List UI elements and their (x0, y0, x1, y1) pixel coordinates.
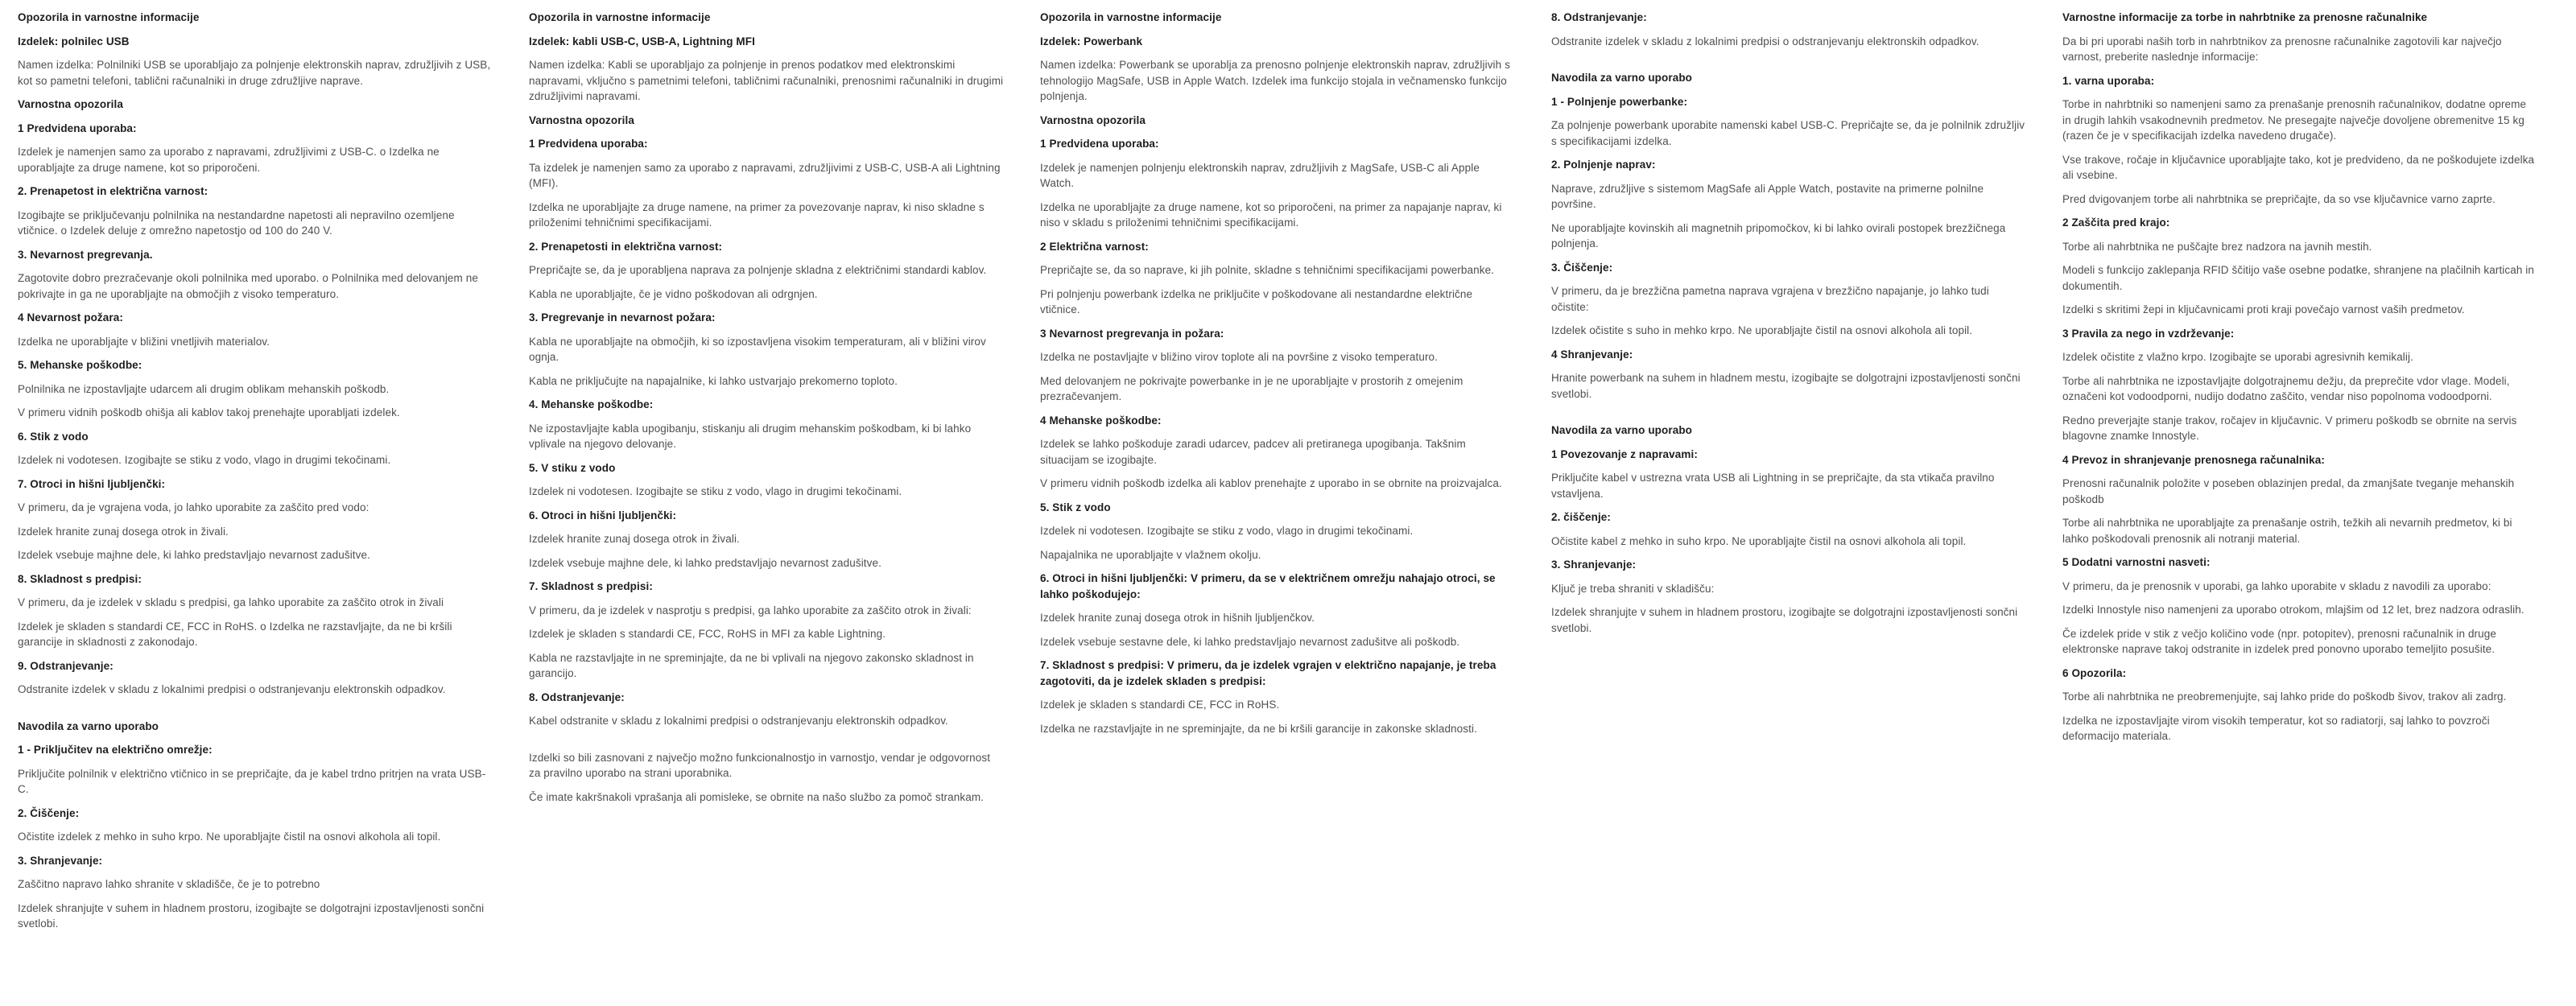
section-heading: 1 - Priključitev na električno omrežje: (18, 744, 213, 756)
paragraph: Očistite izdelek z mehko in suho krpo. Ne uporabljajte čistil na osnovi alkohola ali topil. (18, 831, 441, 843)
paragraph: Izdelka ne uporabljajte za druge namene, kot so priporočeni, na primer za napajanje naprav, ki niso v skladu s priloženimi tehničnimi specifikacijami. (1040, 200, 1502, 229)
section-heading: Navodila za varno uporabo (18, 719, 159, 732)
section-heading: 6. Otroci in hišni ljubljenčki: V primeru, da se v električnem omrežju nahajajo otroci, se lahko poškodujejo: (1040, 572, 1496, 600)
section-heading: Varnostna opozorila (18, 98, 123, 110)
section-heading: 4 Nevarnost požara: (18, 311, 123, 324)
column-powerbank-warnings (1040, 10, 1515, 1006)
section-heading: 1. varna uporaba: (2062, 74, 2155, 87)
paragraph: V primeru, da je izdelek v nasprotju s predpisi, ga lahko uporabite za zaščito otrok in živali: (529, 604, 972, 616)
section-heading: 5. Stik z vodo (1040, 501, 1111, 513)
paragraph: Da bi pri uporabi naših torb in nahrbtnikov za prenosne računalnike zagotovili kar največjo varnost, preberite naslednje informacije: (2062, 35, 2502, 63)
section-heading: 4 Mehanske poškodbe: (1040, 414, 1162, 427)
paragraph: Izdelek očistite z vlažno krpo. Izogibajte se uporabi agresivnih kemikalij. (2062, 351, 2413, 363)
paragraph: Vse trakove, ročaje in ključavnice uporabljajte tako, kot je predvideno, da ne poškodujete izdelka ali vsebine. (2062, 153, 2535, 181)
paragraph: Ta izdelek je namenjen samo za uporabo z napravami, združljivimi z USB-C, USB-A ali Lightning (MFI). (529, 161, 1001, 189)
paragraph: Med delovanjem ne pokrivajte powerbanke in je ne uporabljajte v prostorih z omejenim prezračevanjem. (1040, 374, 1463, 402)
paragraph: Modeli s funkcijo zaklepanja RFID ščitijo vaše osebne podatke, shranjene na plačilnih karticah in dokumentih. (2062, 264, 2535, 292)
paragraph: Če izdelek pride v stik z večjo količino vode (npr. potopitev), prenosni računalnik in druge elektronske naprave takoj odstranite in izdelek pred ponovno uporabo temeljito posušite. (2062, 627, 2496, 655)
paragraph: Kabla ne uporabljajte na območjih, ki so izpostavljena visokim temperaturam, ali v bližini virov ognja. (529, 335, 986, 363)
paragraph: Zagotovite dobro prezračevanje okoli polnilnika med uporabo. o Polnilnika med delovanjem ne pokrivajte in ga ne uporabljajte na območjih z visoko temperaturo. (18, 272, 478, 300)
section-heading: 8. Odstranjevanje: (1551, 11, 1647, 23)
section-heading: 6 Opozorila: (2062, 666, 2127, 679)
paragraph: Namen izdelka: Powerbank se uporablja za prenosno polnjenje elektronskih naprav, združljivih s tehnologijo MagSafe, USB in Apple Watch. Izdelek ima funkcijo stojala in večnamensko funkcijo polnjenja. (1040, 59, 1510, 102)
paragraph: Prepričajte se, da so naprave, ki jih polnite, skladne s tehničnimi specifikacijami powerbanke. (1040, 264, 1495, 276)
paragraph: Ne uporabljajte kovinskih ali magnetnih pripomočkov, ki bi lahko ovirali postopek brezžičnega polnjenja. (1551, 221, 2006, 249)
section-heading: Izdelek: polnilec USB (18, 35, 130, 47)
paragraph: Izdelki Innostyle niso namenjeni za uporabo otrokom, mlajšim od 12 let, brez nadzora odraslih. (2062, 604, 2524, 616)
section-heading: 5 Dodatni varnostni nasveti: (2062, 556, 2211, 568)
paragraph: Izdelek hranite zunaj dosega otrok in živali. (18, 525, 229, 538)
section-heading: Izdelek: Powerbank (1040, 35, 1143, 47)
paragraph: Izdelek ni vodotesen. Izogibajte se stiku z vodo, vlago in drugimi tekočinami. (18, 454, 391, 466)
section-heading: Izdelek: kabli USB-C, USB-A, Lightning MFI (529, 35, 755, 47)
paragraph: Prenosni računalnik položite v poseben oblazinjen predal, da zmanjšate tveganje mehanskih poškodb (2062, 477, 2515, 505)
section-heading: 3. Shranjevanje: (1551, 559, 1637, 571)
section-heading: 6. Stik z vodo (18, 430, 89, 443)
section-heading: 5. Mehanske poškodbe: (18, 359, 142, 371)
paragraph: Izdelki so bili zasnovani z največjo možno funkcionalnostjo in varnostjo, vendar je odgovornost za pravilno uporabo na strani uporabnika. (529, 751, 991, 779)
paragraph: Izdelek vsebuje majhne dele, ki lahko predstavljajo nevarnost zadušitve. (529, 556, 881, 569)
paragraph: Hranite powerbank na suhem in hladnem mestu, izogibajte se dolgotrajni izpostavljenosti sončni svetlobi. (1551, 372, 2021, 400)
paragraph: Izdelek je namenjen polnjenju elektronskih naprav, združljivih z MagSafe, USB-C ali Apple Watch. (1040, 161, 1480, 189)
paragraph: Torbe ali nahrbtnika ne izpostavljajte dolgotrajnemu dežju, da preprečite vdor vlage. Modeli, označeni kot vodoodporni, nudijo dodatno zaščito, vendar niso popolnoma vodoodporni. (2062, 374, 2510, 402)
paragraph: Izdelek vsebuje sestavne dele, ki lahko predstavljajo nevarnost zadušitve ali poškodb. (1040, 635, 1460, 648)
section-heading: 2 Zaščita pred krajo: (2062, 216, 2170, 229)
section-heading: 9. Odstranjevanje: (18, 659, 114, 672)
section-heading: 7. Skladnost s predpisi: V primeru, da je izdelek vgrajen v električno napajanje, je treba zagotoviti, da je izdelek skladen s predpisi: (1040, 659, 1496, 687)
paragraph: V primeru vidnih poškodb izdelka ali kablov prenehajte z uporabo in se obrnite na proizvajalca. (1040, 477, 1502, 489)
section-heading: Opozorila in varnostne informacije (1040, 11, 1222, 23)
column-usb-charger-warnings (18, 10, 493, 1006)
column-cables-warnings (529, 10, 1004, 1006)
paragraph: Pri polnjenju powerbank izdelka ne priključite v poškodovane ali nestandardne električne vtičnice. (1040, 287, 1473, 315)
section-heading: 7. Skladnost s predpisi: (529, 580, 653, 592)
paragraph: Izdelki s skritimi žepi in ključavnicami proti kraji povečajo varnost vaših predmetov. (2062, 303, 2465, 315)
paragraph: Izdelek shranjujte v suhem in hladnem prostoru, izogibajte se dolgotrajni izpostavljenosti sončni svetlobi. (18, 901, 485, 930)
paragraph: Izogibajte se priključevanju polnilnika na nestandardne napetosti ali nepravilno ozemljene vtičnice. o Izdelek deluje z omrežno napetostjo od 100 do 240 V. (18, 208, 455, 237)
paragraph: Za polnjenje powerbank uporabite namenski kabel USB-C. Prepričajte se, da je polnilnik združljiv s specifikacijami izdelka. (1551, 119, 2025, 147)
paragraph: Kabel odstranite v skladu z lokalnimi predpisi o odstranjevanju elektronskih odpadkov. (529, 715, 948, 727)
paragraph: Napajalnika ne uporabljajte v vlažnem okolju. (1040, 548, 1261, 561)
paragraph: Izdelka ne uporabljajte v bližini vnetljivih materialov. (18, 335, 270, 348)
paragraph: Izdelek shranjujte v suhem in hladnem prostoru, izogibajte se dolgotrajni izpostavljenosti sončni svetlobi. (1551, 606, 2018, 634)
paragraph: Pred dvigovanjem torbe ali nahrbtnika se prepričajte, da so vse ključavnice varno zaprte. (2062, 192, 2496, 205)
paragraph: Izdelka ne postavljajte v bližino virov toplote ali na površine z visoko temperaturo. (1040, 351, 1438, 363)
paragraph: Torbe ali nahrbtnika ne preobremenjujte, saj lahko pride do poškodb šivov, trakov ali zadrg. (2062, 691, 2507, 703)
section-heading: 8. Odstranjevanje: (529, 691, 625, 703)
paragraph: Priključite polnilnik v električno vtičnico in se prepričajte, da je kabel trdno pritrjen na vrata USB-C. (18, 767, 486, 795)
paragraph: Torbe ali nahrbtnika ne puščajte brez nadzora na javnih mestih. (2062, 240, 2372, 253)
section-heading: 1 Predvidena uporaba: (1040, 138, 1159, 150)
section-heading: 3. Shranjevanje: (18, 854, 103, 867)
paragraph: Izdelek ni vodotesen. Izogibajte se stiku z vodo, vlago in drugimi tekočinami. (1040, 525, 1414, 537)
paragraph: Torbe in nahrbtniki so namenjeni samo za prenašanje prenosnih računalnikov, dodatne opreme in drugih lahkih vsakodnevnih predmetov. Ne presegajte največje dovoljene obremenitve 15 kg (razen če je v specifikacijah izdelka navedeno drugače). (2062, 98, 2527, 142)
section-heading: 3. Nevarnost pregrevanja. (18, 248, 153, 261)
section-heading: 1 Povezovanje z napravami: (1551, 447, 1698, 460)
section-heading: Varnostna opozorila (529, 113, 634, 126)
section-heading: 1 Predvidena uporaba: (529, 138, 648, 150)
paragraph: Izdelek ni vodotesen. Izogibajte se stiku z vodo, vlago in drugimi tekočinami. (529, 485, 902, 497)
section-heading: 7. Otroci in hišni ljubljenčki: (18, 477, 166, 490)
paragraph: Namen izdelka: Polnilniki USB se uporabljajo za polnjenje elektronskih naprav, združljivih z USB, kot so pametni telefoni, tablični računalniki in druge združljive naprave. (18, 59, 491, 87)
section-heading: 5. V stiku z vodo (529, 461, 616, 474)
section-heading: 2 Električna varnost: (1040, 240, 1149, 253)
paragraph: Kabla ne priključujte na napajalnike, ki lahko ustvarjajo prekomerno toploto. (529, 374, 898, 387)
section-heading: 3 Nevarnost pregrevanja in požara: (1040, 327, 1224, 340)
section-heading: Varnostna opozorila (1040, 113, 1146, 126)
paragraph: Torbe ali nahrbtnika ne uporabljajte za prenašanje ostrih, težkih ali nevarnih predmetov, ki bi lahko poškodovali prenosnik ali notranji material. (2062, 517, 2512, 545)
section-heading: 2. Čiščenje: (18, 806, 80, 819)
section-heading: 1 - Polnjenje powerbanke: (1551, 95, 1688, 108)
paragraph: Izdelek je skladen s standardi CE, FCC, RoHS in MFI za kable Lightning. (529, 628, 886, 640)
paragraph: Izdelek je namenjen samo za uporabo z napravami, združljivimi z USB-C. o Izdelka ne uporabljajte za druge namene, kot so priporočeni. (18, 146, 440, 174)
section-heading: 1 Predvidena uporaba: (18, 122, 137, 134)
paragraph: Izdelek hranite zunaj dosega otrok in živali. (529, 533, 740, 545)
section-heading: 8. Skladnost s predpisi: (18, 572, 142, 585)
section-heading: 3 Pravila za nego in vzdrževanje: (2062, 327, 2235, 340)
paragraph: V primeru, da je izdelek v skladu s predpisi, ga lahko uporabite za zaščito otrok in živali (18, 596, 444, 608)
paragraph: Odstranite izdelek v skladu z lokalnimi predpisi o odstranjevanju elektronskih odpadkov. (1551, 35, 1979, 47)
paragraph: Izdelka ne izpostavljajte virom visokih temperatur, kot so radiatorji, saj lahko to povzroči deformacijo materiala. (2062, 714, 2490, 742)
section-heading: 4 Prevoz in shranjevanje prenosnega računalnika: (2062, 453, 2325, 466)
section-heading: Opozorila in varnostne informacije (529, 11, 711, 23)
column-laptop-bags-safety (2062, 10, 2537, 1006)
paragraph: Izdelek je skladen s standardi CE, FCC in RoHS. (1040, 699, 1280, 711)
paragraph: Polnilnika ne izpostavljajte udarcem ali drugim oblikam mehanskih poškodb. (18, 382, 390, 395)
paragraph: V primeru, da je prenosnik v uporabi, ga lahko uporabite v skladu z navodili za uporabo: (2062, 579, 2491, 592)
paragraph: V primeru, da je vgrajena voda, jo lahko uporabite za zaščito pred vodo: (18, 501, 369, 513)
section-heading: 3. Čiščenje: (1551, 261, 1613, 274)
section-heading: Opozorila in varnostne informacije (18, 11, 200, 23)
paragraph: Prepričajte se, da je uporabljena naprava za polnjenje skladna z električnimi standardi kablov. (529, 264, 987, 276)
paragraph: V primeru vidnih poškodb ohišja ali kablov takoj prenehajte uporabljati izdelek. (18, 406, 400, 418)
column-powerbank-and-cable-usage (1551, 10, 2026, 1006)
paragraph: Naprave, združljive s sistemom MagSafe ali Apple Watch, postavite na primerne polnilne površine. (1551, 182, 1984, 210)
section-heading: Navodila za varno uporabo (1551, 72, 1693, 84)
paragraph: Zaščitno napravo lahko shranite v skladišče, če je to potrebno (18, 878, 320, 890)
paragraph: Ne izpostavljajte kabla upogibanju, stiskanju ali drugim mehanskim poškodbam, ki bi lahko vplivale na njegovo delovanje. (529, 422, 972, 450)
section-heading: Varnostne informacije za torbe in nahrbtnike za prenosne računalnike (2062, 11, 2428, 23)
paragraph: Priključite kabel v ustrezna vrata USB ali Lightning in se prepričajte, da sta vtikača pravilno vstavljena. (1551, 472, 1995, 500)
section-heading: 3. Pregrevanje in nevarnost požara: (529, 311, 716, 324)
section-heading: 4. Mehanske poškodbe: (529, 398, 654, 410)
paragraph: Kabla ne razstavljajte in ne spreminjajte, da ne bi vplivali na njegovo zakonsko skladnost in garancijo. (529, 651, 974, 679)
paragraph: Izdelek očistite s suho in mehko krpo. Ne uporabljajte čistil na osnovi alkohola ali topil. (1551, 324, 1973, 336)
section-heading: 4 Shranjevanje: (1551, 348, 1633, 361)
paragraph: Izdelka ne uporabljajte za druge namene, na primer za povezovanje naprav, ki niso skladne s priloženimi tehničnimi specifikacijami. (529, 200, 985, 229)
paragraph: Namen izdelka: Kabli se uporabljajo za polnjenje in prenos podatkov med elektronskimi napravami, vključno s pametnimi telefoni, tabličnimi računalniki, prenosnimi računalniki in drugimi združljivimi napravami. (529, 59, 1004, 102)
paragraph: Izdelka ne razstavljajte in ne spreminjajte, da ne bi kršili garancije in zakonske skladnosti. (1040, 722, 1477, 735)
section-heading: 2. Prenapetost in električna varnost: (18, 185, 208, 197)
section-heading: Navodila za varno uporabo (1551, 424, 1693, 436)
paragraph: V primeru, da je brezžična pametna naprava vgrajena v brezžično napajanje, jo lahko tudi očistite: (1551, 285, 1989, 313)
section-heading: 2. Prenapetosti in električna varnost: (529, 240, 723, 253)
paragraph: Očistite kabel z mehko in suho krpo. Ne uporabljajte čistil na osnovi alkohola ali topil. (1551, 534, 1967, 547)
paragraph: Če imate kakršnakoli vprašanja ali pomisleke, se obrnite na našo službo za pomoč strankam. (529, 790, 985, 803)
section-heading: 2. Polnjenje naprav: (1551, 159, 1656, 171)
section-heading: 6. Otroci in hišni ljubljenčki: (529, 509, 677, 522)
paragraph: Izdelek se lahko poškoduje zaradi udarcev, padcev ali pretiranega upogibanja. Takšnim situacijam se izogibajte. (1040, 438, 1466, 466)
paragraph: Kabla ne uporabljajte, če je vidno poškodovan ali odrgnjen. (529, 287, 818, 300)
paragraph: Redno preverjajte stanje trakov, ročajev in ključavnic. V primeru poškodb se obrnite na servis blagovne znamke Innostyle. (2062, 414, 2517, 442)
paragraph: Izdelek vsebuje majhne dele, ki lahko predstavljajo nevarnost zadušitve. (18, 549, 370, 561)
paragraph: Ključ je treba shraniti v skladišču: (1551, 582, 1715, 595)
paragraph: Odstranite izdelek v skladu z lokalnimi predpisi o odstranjevanju elektronskih odpadkov. (18, 683, 446, 695)
section-heading: 2. čiščenje: (1551, 511, 1611, 523)
paragraph: Izdelek je skladen s standardi CE, FCC in RoHS. o Izdelka ne razstavljajte, da ne bi kršili garancije in skladnosti z zakonodajo. (18, 620, 452, 648)
paragraph: Izdelek hranite zunaj dosega otrok in hišnih ljubljenčkov. (1040, 612, 1315, 624)
